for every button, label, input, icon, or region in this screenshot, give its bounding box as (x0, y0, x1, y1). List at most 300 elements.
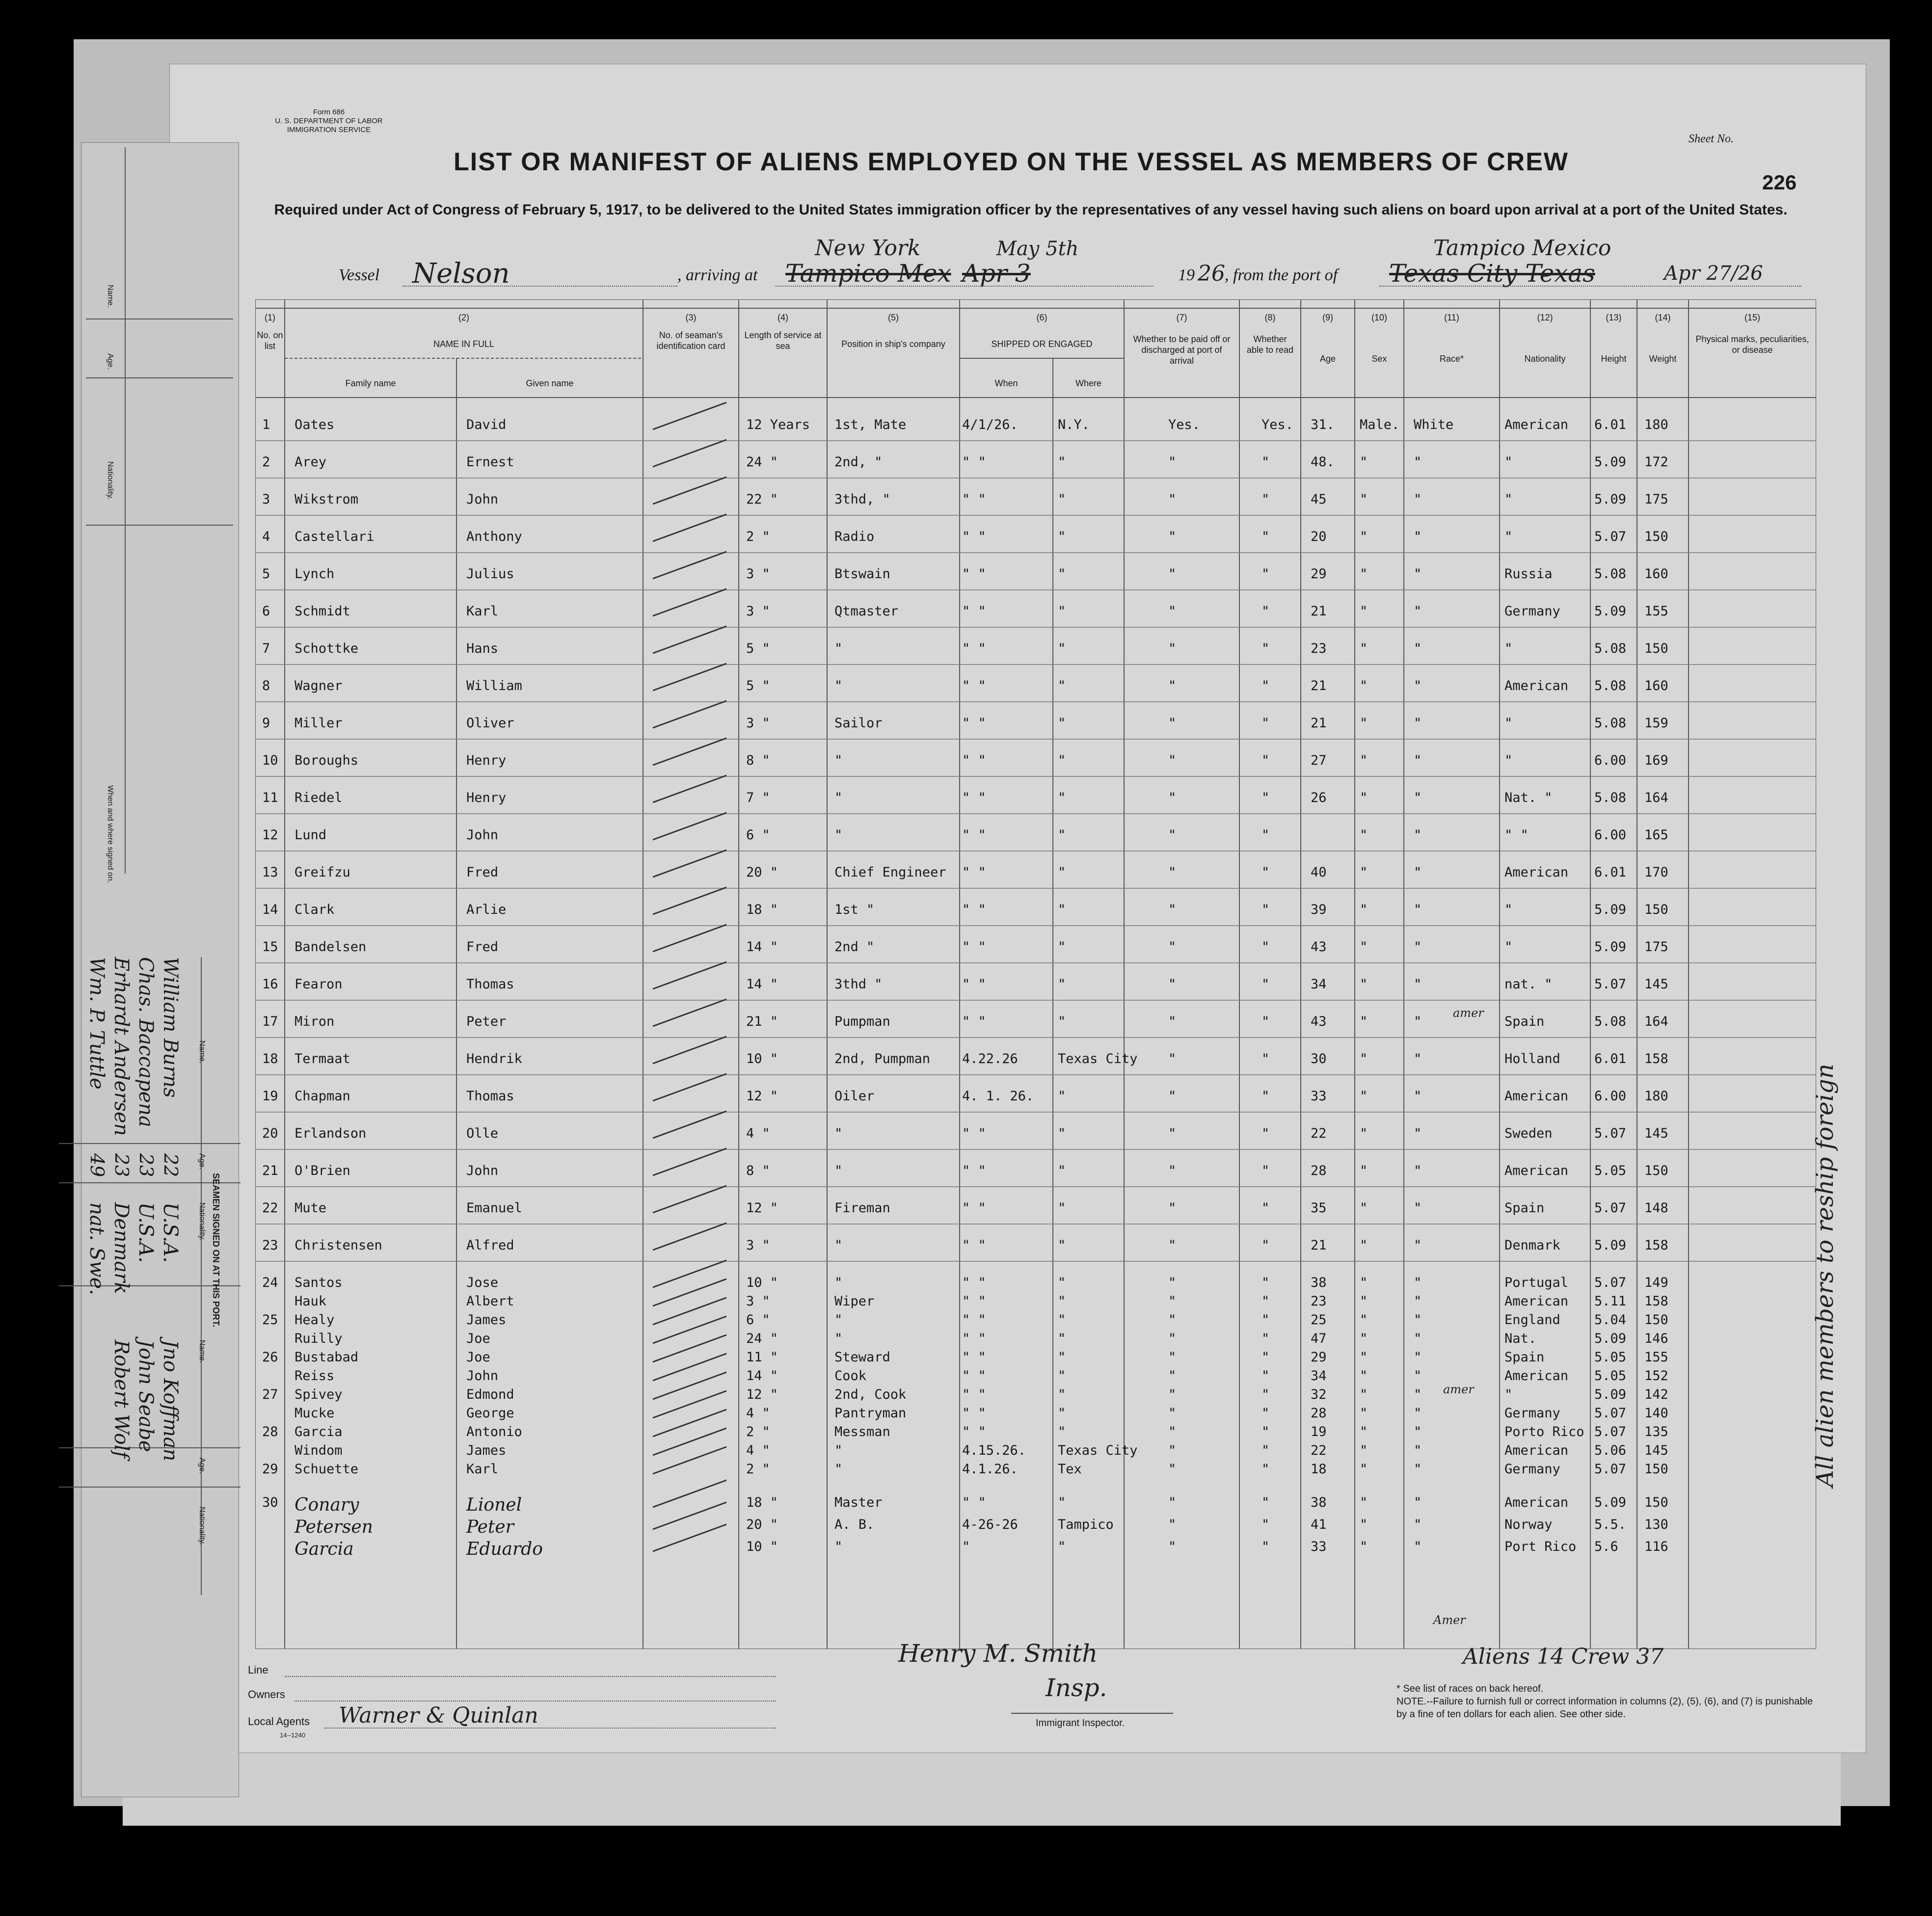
row-number-cell: 12 (262, 827, 278, 843)
shipped-where-cell: " (1058, 1387, 1066, 1402)
age-cell: 25 (1311, 1312, 1327, 1328)
given-name-cell: Hans (466, 641, 499, 656)
age-cell: 43 (1311, 939, 1327, 955)
position-cell: " (834, 678, 843, 693)
family-name-cell: Miron (295, 1014, 335, 1029)
weight-cell: 148 (1644, 1200, 1668, 1216)
shipped-where-cell: " (1058, 604, 1066, 619)
shipped-where-cell: " (1058, 753, 1066, 768)
id-card-check-mark (653, 1502, 726, 1529)
age-cell: 41 (1311, 1517, 1327, 1532)
shipped-when-cell: " " (962, 1126, 986, 1141)
sex-cell: " (1360, 1443, 1368, 1458)
nationality-cell: Porto Rico (1504, 1424, 1584, 1439)
nationality-cell: " (1504, 454, 1513, 470)
race-cell: " (1414, 1443, 1422, 1458)
height-cell: 6.00 (1594, 827, 1627, 843)
position-cell: Oiler (834, 1089, 875, 1104)
family-name-cell: Termaat (295, 1051, 350, 1066)
shipped-when-cell: 4.15.26. (962, 1443, 1026, 1458)
sex-cell: " (1360, 1462, 1368, 1477)
able-to-read-cell: " (1261, 1275, 1270, 1290)
shipped-where-cell: " (1058, 1126, 1066, 1141)
shipped-when-cell: " " (962, 492, 986, 507)
agents-label: Local Agents (248, 1715, 310, 1728)
sex-cell: " (1360, 1089, 1368, 1104)
id-card-check-mark (653, 1186, 726, 1213)
able-to-read-cell: " (1261, 865, 1270, 880)
service-length-cell: 2 " (746, 529, 770, 544)
shipped-where-cell: " (1058, 566, 1066, 582)
sex-cell: " (1360, 1539, 1368, 1554)
row-number-cell: 10 (262, 753, 278, 768)
height-cell: 5.07 (1594, 1406, 1627, 1421)
position-cell: " (834, 1443, 843, 1458)
service-length-cell: 24 " (746, 1331, 778, 1346)
given-name-cell: James (466, 1443, 507, 1458)
id-card-check-mark (653, 589, 726, 616)
age-cell: 21 (1311, 604, 1327, 619)
nationality-cell: " " (1504, 827, 1529, 843)
nationality-cell: American (1504, 1294, 1569, 1309)
shipped-when-cell: 4-26-26 (962, 1517, 1018, 1532)
position-cell: Chief Engineer (834, 865, 946, 880)
shipped-where-cell: " (1058, 1539, 1066, 1554)
col-given-heading: Given name (526, 378, 574, 388)
arrival-date: Apr 3 (962, 259, 1031, 288)
race-cell: " (1414, 1294, 1422, 1309)
paid-off-cell: " (1168, 1051, 1177, 1066)
age-cell: 31. (1311, 417, 1335, 432)
weight-cell: 175 (1644, 939, 1668, 955)
position-cell: 2nd, Cook (834, 1387, 907, 1402)
shipped-where-cell: " (1058, 977, 1066, 992)
given-name-cell: Peter (466, 1517, 514, 1537)
sex-cell: " (1360, 1350, 1368, 1365)
given-name-cell: Thomas (466, 1089, 514, 1104)
race-cell: " (1414, 1163, 1422, 1178)
nationality-cell: " (1504, 492, 1513, 507)
col-where-heading: Where (1075, 378, 1101, 388)
service-length-cell: 3 " (746, 1294, 770, 1309)
age-cell: 38 (1311, 1275, 1327, 1290)
paid-off-cell: " (1168, 1424, 1177, 1439)
sex-cell: " (1360, 977, 1368, 992)
shipped-where-cell: " (1058, 1200, 1066, 1216)
height-cell: 5.09 (1594, 939, 1627, 955)
paid-off-cell: " (1168, 454, 1177, 470)
given-name-cell: Arlie (466, 902, 507, 917)
family-name-cell: Garcia (295, 1424, 343, 1439)
nationality-cell: " (1504, 902, 1513, 917)
weight-cell: 145 (1644, 977, 1668, 992)
able-to-read-cell: " (1261, 753, 1270, 768)
position-cell: " (834, 1331, 843, 1346)
row-number-cell: 26 (262, 1350, 278, 1365)
service-length-cell: 7 " (746, 790, 770, 805)
nationality-cell: Denmark (1504, 1238, 1560, 1253)
weight-cell: 160 (1644, 566, 1668, 582)
service-length-cell: 21 " (746, 1014, 778, 1029)
paid-off-cell: " (1168, 827, 1177, 843)
id-card-check-mark (653, 1148, 726, 1175)
nationality-cell: Spain (1504, 1350, 1545, 1365)
weight-cell: 164 (1644, 790, 1668, 805)
height-cell: 5.11 (1594, 1294, 1627, 1309)
row-number-cell: 4 (262, 529, 270, 544)
shipped-when-cell: " " (962, 604, 986, 619)
paid-off-cell: " (1168, 641, 1177, 656)
sex-cell: " (1360, 716, 1368, 731)
height-cell: 5.08 (1594, 641, 1627, 656)
age-cell: 19 (1311, 1424, 1327, 1439)
sex-cell: " (1360, 1163, 1368, 1178)
height-cell: 5.08 (1594, 1014, 1627, 1029)
position-cell: Fireman (834, 1200, 890, 1216)
vessel-name: Nelson (412, 258, 510, 290)
family-name-cell: Bandelsen (295, 939, 367, 955)
shipped-when-cell: " " (962, 865, 986, 880)
fine-note: NOTE.--Failure to furnish full or correct information in columns (2), (5), (6), and (7) is punishable by a fine of ten dollars for each alien. See other side. (1396, 1696, 1813, 1720)
age-cell: 45 (1311, 492, 1327, 507)
page-subtitle: Required under Act of Congress of February 5, 1917, to be delivered to the United States immigration officer by the representatives of any vessel having such aliens on board upon arrival at a port of the United States. (274, 202, 1788, 218)
weight-cell: 150 (1644, 1312, 1668, 1328)
weight-cell: 145 (1644, 1126, 1668, 1141)
weight-cell: 145 (1644, 1443, 1668, 1458)
shipped-where-cell: Tampico (1058, 1517, 1114, 1532)
age-cell: 23 (1311, 641, 1327, 656)
position-cell: 2nd, " (834, 454, 883, 470)
weight-cell: 158 (1644, 1051, 1668, 1066)
shipped-when-cell: " " (962, 641, 986, 656)
nationality-cell: nat. " (1504, 977, 1553, 992)
height-cell: 5.07 (1594, 529, 1627, 544)
sex-cell: " (1360, 1517, 1368, 1532)
paid-off-cell: " (1168, 529, 1177, 544)
race-cell: " (1414, 454, 1422, 470)
sex-cell: " (1360, 1014, 1368, 1029)
given-name-cell: Joe (466, 1350, 490, 1365)
flap-upper-grid (86, 147, 233, 874)
col-nationality-heading: Nationality (1524, 354, 1566, 364)
age-cell: 40 (1311, 865, 1327, 880)
age-cell: 27 (1311, 753, 1327, 768)
able-to-read-cell: " (1261, 1126, 1270, 1141)
nationality-cell: Germany (1504, 604, 1560, 619)
able-to-read-cell: " (1261, 566, 1270, 582)
arrival-date-above: May 5th (996, 238, 1079, 260)
row-number-cell: 8 (262, 678, 270, 693)
service-length-cell: 10 " (746, 1539, 778, 1554)
flap-upper (86, 147, 233, 883)
col-age-heading: Age (1319, 354, 1336, 364)
given-name-cell: John (466, 1163, 499, 1178)
able-to-read-cell: " (1261, 492, 1270, 507)
paid-off-cell: " (1168, 1014, 1177, 1029)
age-cell: 35 (1311, 1200, 1327, 1216)
paid-off-cell: " (1168, 939, 1177, 955)
family-name-cell: Reiss (295, 1368, 335, 1384)
height-cell: 5.09 (1594, 454, 1627, 470)
flap3-name-heading: Name. (198, 1340, 206, 1363)
height-cell: 5.07 (1594, 1200, 1627, 1216)
flap3-age-heading: Age. (198, 1458, 206, 1474)
race-cell: " (1414, 1200, 1422, 1216)
race-cell: " (1414, 641, 1422, 656)
weight-cell: 172 (1644, 454, 1668, 470)
family-name-cell: O'Brien (295, 1163, 350, 1178)
row-number-cell: 9 (262, 716, 270, 731)
race-cell: " (1414, 1014, 1422, 1029)
col-name-heading: NAME IN FULL (433, 339, 495, 349)
position-cell: " (834, 1539, 843, 1554)
height-cell: 6.01 (1594, 865, 1627, 880)
flap-entry-name: Chas. Baccapena (134, 957, 157, 1127)
voyage-line (255, 236, 1826, 294)
nationality-cell: American (1504, 1443, 1569, 1458)
annotation-amer-1: amer (1453, 1006, 1484, 1020)
sex-cell: " (1360, 1387, 1368, 1402)
nationality-cell: American (1504, 417, 1569, 432)
nationality-cell: " (1504, 753, 1513, 768)
row-number-cell: 18 (262, 1051, 278, 1066)
height-cell: 5.07 (1594, 1424, 1627, 1439)
height-cell: 5.09 (1594, 1331, 1627, 1346)
able-to-read-cell: " (1261, 1443, 1270, 1458)
height-cell: 5.09 (1594, 1387, 1627, 1402)
shipped-when-cell: " " (962, 716, 986, 731)
race-cell: " (1414, 827, 1422, 843)
position-cell: " (834, 1163, 843, 1178)
position-cell: " (834, 1462, 843, 1477)
col-read-heading: Whether able to read (1246, 334, 1294, 355)
flap-nationality-heading: Nationality. (106, 461, 114, 500)
sex-cell: " (1360, 604, 1368, 619)
row-number-cell: 25 (262, 1312, 278, 1328)
position-cell: 1st, Mate (834, 417, 907, 432)
service-length-cell: 22 " (746, 492, 778, 507)
family-name-cell: Ruilly (295, 1331, 343, 1346)
flap-lower (59, 908, 241, 1644)
line-underline (285, 1676, 776, 1677)
row-number-cell: 24 (262, 1275, 278, 1290)
paid-off-cell: " (1168, 977, 1177, 992)
height-cell: 5.5. (1594, 1517, 1627, 1532)
given-name-cell: John (466, 1368, 499, 1384)
id-card-check-mark (653, 999, 726, 1026)
position-cell: " (834, 1238, 843, 1253)
weight-cell: 169 (1644, 753, 1668, 768)
owners-label: Owners (248, 1688, 285, 1701)
paid-off-cell: " (1168, 1163, 1177, 1178)
family-name-cell: Mucke (295, 1406, 335, 1421)
row-number-cell: 20 (262, 1126, 278, 1141)
nationality-cell: Spain (1504, 1014, 1545, 1029)
given-name-cell: Henry (466, 790, 507, 805)
page-title: LIST OR MANIFEST OF ALIENS EMPLOYED ON THE VESSEL AS MEMBERS OF CREW (454, 148, 1569, 176)
race-cell: " (1414, 1331, 1422, 1346)
row-number-cell: 13 (262, 865, 278, 880)
age-cell: 39 (1311, 902, 1327, 917)
id-card-check-mark (653, 1524, 726, 1551)
able-to-read-cell: " (1261, 1238, 1270, 1253)
able-to-read-cell: " (1261, 1089, 1270, 1104)
weight-cell: 142 (1644, 1387, 1668, 1402)
row-number-cell: 15 (262, 939, 278, 955)
sex-cell: " (1360, 454, 1368, 470)
service-length-cell: 10 " (746, 1051, 778, 1066)
id-card-check-mark (653, 402, 726, 429)
row-number-cell: 16 (262, 977, 278, 992)
totals-note: Aliens 14 Crew 37 (1463, 1644, 1664, 1669)
race-cell: " (1414, 566, 1422, 582)
race-cell: " (1414, 1424, 1422, 1439)
sex-cell: " (1360, 939, 1368, 955)
family-name-cell: Conary (295, 1495, 359, 1515)
age-cell: 47 (1311, 1331, 1327, 1346)
row-number-cell: 29 (262, 1462, 278, 1477)
position-cell: 3thd " (834, 977, 883, 992)
id-card-check-mark (653, 738, 726, 765)
position-cell: Btswain (834, 566, 890, 582)
shipped-when-cell: " " (962, 902, 986, 917)
position-cell: Qtmaster (834, 604, 899, 619)
race-cell: " (1414, 1350, 1422, 1365)
family-name-cell: Clark (295, 902, 335, 917)
position-cell: 1st " (834, 902, 875, 917)
age-cell: 43 (1311, 1014, 1327, 1029)
able-to-read-cell: " (1261, 1387, 1270, 1402)
family-name-cell: Petersen (295, 1517, 373, 1537)
nationality-cell: " (1504, 1387, 1513, 1402)
sex-cell: " (1360, 790, 1368, 805)
able-to-read-cell: " (1261, 790, 1270, 805)
agents-value: Warner & Quinlan (339, 1703, 538, 1728)
nationality-cell: Portugal (1504, 1275, 1569, 1290)
paid-off-cell: " (1168, 1126, 1177, 1141)
position-cell: " (834, 1275, 843, 1290)
given-name-cell: Henry (466, 753, 507, 768)
race-cell: " (1414, 604, 1422, 619)
shipped-when-cell: " " (962, 1312, 986, 1328)
shipped-where-cell: " (1058, 865, 1066, 880)
family-name-cell: Bustabad (295, 1350, 359, 1365)
col-race-heading: Race* (1439, 354, 1464, 364)
able-to-read-cell: " (1261, 1294, 1270, 1309)
vessel-label: Vessel (339, 266, 380, 284)
height-cell: 5.08 (1594, 716, 1627, 731)
col-weight-heading: Weight (1649, 354, 1677, 364)
race-cell: " (1414, 977, 1422, 992)
service: IMMIGRATION SERVICE (287, 126, 371, 134)
weight-cell: 152 (1644, 1368, 1668, 1384)
row-number-cell: 6 (262, 604, 270, 619)
paid-off-cell: " (1168, 1495, 1177, 1510)
year-prefix: 19 (1178, 266, 1195, 284)
shipped-when-cell: 4/1/26. (962, 417, 1018, 432)
service-length-cell: 20 " (746, 865, 778, 880)
position-cell: " (834, 753, 843, 768)
service-length-cell: 2 " (746, 1462, 770, 1477)
sex-cell: " (1360, 1126, 1368, 1141)
line-label: Line (248, 1664, 268, 1676)
weight-cell: 180 (1644, 417, 1668, 432)
age-cell: 48. (1311, 454, 1335, 470)
height-cell: 5.04 (1594, 1312, 1627, 1328)
given-name-cell: James (466, 1312, 507, 1328)
given-name-cell: Hendrik (466, 1051, 522, 1066)
paid-off-cell: " (1168, 790, 1177, 805)
weight-cell: 150 (1644, 1495, 1668, 1510)
race-cell: " (1414, 1387, 1422, 1402)
position-cell: Pumpman (834, 1014, 890, 1029)
col-position-heading: Position in ship's company (841, 339, 945, 349)
sex-cell: " (1360, 1495, 1368, 1510)
flap2-age-heading: Age. (198, 1153, 206, 1170)
paid-off-cell: " (1168, 1517, 1177, 1532)
position-cell: " (834, 790, 843, 805)
shipped-where-cell: " (1058, 1331, 1066, 1346)
paid-off-cell: " (1168, 604, 1177, 619)
col-5-number: (5) (888, 313, 899, 322)
age-cell: 38 (1311, 1495, 1327, 1510)
arriving-above: New York (815, 236, 921, 261)
col-6-number: (6) (1036, 313, 1047, 322)
family-name-cell: Boroughs (295, 753, 359, 768)
row-number-cell: 17 (262, 1014, 278, 1029)
shipped-when-cell: " " (962, 1406, 986, 1421)
sex-cell: " (1360, 902, 1368, 917)
service-length-cell: 3 " (746, 604, 770, 619)
weight-cell: 160 (1644, 678, 1668, 693)
service-length-cell: 6 " (746, 1312, 770, 1328)
age-cell: 26 (1311, 790, 1327, 805)
id-card-check-mark (653, 775, 726, 802)
paid-off-cell: " (1168, 1089, 1177, 1104)
given-name-cell: Emanuel (466, 1200, 522, 1216)
able-to-read-cell: " (1261, 678, 1270, 693)
from-above: Tampico Mexico (1433, 236, 1611, 261)
row-number-cell: 21 (262, 1163, 278, 1178)
family-name-cell: Castellari (295, 529, 375, 544)
given-name-cell: Karl (466, 604, 499, 619)
paid-off-cell: " (1168, 1331, 1177, 1346)
family-name-cell: Oates (295, 417, 335, 432)
age-cell: 21 (1311, 678, 1327, 693)
given-name-cell: John (466, 827, 499, 843)
col-marks-heading: Physical marks, peculiarities, or disease (1695, 334, 1809, 355)
weight-cell: 164 (1644, 1014, 1668, 1029)
weight-cell: 146 (1644, 1331, 1668, 1346)
shipped-when-cell: " " (962, 678, 986, 693)
service-length-cell: 3 " (746, 716, 770, 731)
service-length-cell: 5 " (746, 641, 770, 656)
height-cell: 6.01 (1594, 1051, 1627, 1066)
shipped-where-cell: Texas City (1058, 1443, 1138, 1458)
paid-off-cell: " (1168, 1368, 1177, 1384)
sex-cell: " (1360, 1368, 1368, 1384)
position-cell: " (834, 641, 843, 656)
flap-entry-age: 49 (86, 1153, 108, 1177)
family-name-cell: Christensen (295, 1238, 382, 1253)
paid-off-cell: " (1168, 1387, 1177, 1402)
position-cell: Master (834, 1495, 883, 1510)
nationality-cell: " (1504, 641, 1513, 656)
race-cell: " (1414, 1368, 1422, 1384)
weight-cell: 149 (1644, 1275, 1668, 1290)
flap2-name-heading: Name. (198, 1040, 206, 1064)
col-3-number: (3) (685, 313, 697, 322)
